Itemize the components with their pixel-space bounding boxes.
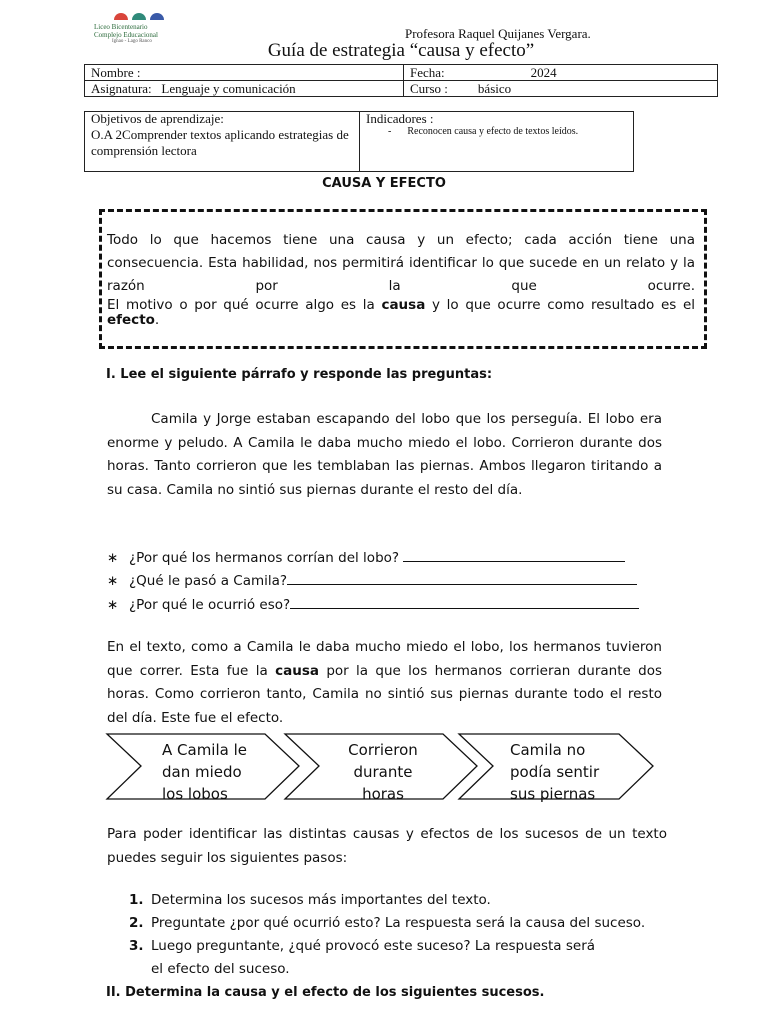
chevron-1-line3: los lobos — [162, 785, 228, 803]
logo-icons — [114, 13, 184, 23]
def-text-b: y lo que ocurre como resultado es el — [425, 297, 696, 313]
step-3-text: Luego preguntante, ¿qué provocó este suceso? La respuesta será — [151, 938, 596, 954]
objectives-label: Objetivos de aprendizaje: — [91, 111, 224, 126]
step-2 — [129, 915, 645, 931]
fecha-cell[interactable] — [404, 65, 718, 81]
story-paragraph — [107, 408, 662, 502]
expl-text-b: por la que los hermanos corrieran durante dos horas. Como corrieron tanto, Camila no sintió sus piernas durante todo el resto del día. Este fue el efecto. — [107, 662, 663, 726]
step-1-number: 1. — [129, 892, 144, 908]
cause-effect-flow — [105, 732, 665, 802]
def-efecto: efecto — [107, 312, 155, 328]
objectives-divider — [359, 111, 360, 171]
answer-3-line[interactable] — [290, 596, 639, 609]
objectives-text: O.A 2Comprender textos aplicando estrategias de comprensión lectora — [91, 127, 349, 158]
page-title — [0, 40, 768, 62]
chevron-3-line1: Camila no — [510, 741, 586, 759]
steps-intro: Para poder identificar las distintas causas y efectos de los sucesos de un texto puedes seguir los siguientes pasos: — [107, 826, 667, 866]
chevron-1-line2: dan miedo — [162, 763, 242, 781]
table-row — [85, 81, 718, 97]
question-2-text: ¿Qué le pasó a Camila? — [129, 573, 288, 589]
expl-text-a: En el texto, como a Camila le daba mucho miedo el lobo, los hermanos tuvieron que correr. Esta fue la — [107, 639, 662, 679]
nombre-cell[interactable] — [85, 65, 404, 81]
chevron-2-text — [325, 739, 441, 805]
chevron-1-text — [162, 739, 272, 805]
part2-heading: II. Determina la causa y el efecto de los siguientes sucesos. — [106, 985, 545, 1000]
curso-cell[interactable] — [404, 81, 718, 97]
logo-text-line2: Complejo Educacional — [94, 31, 158, 39]
logo-text-line3: Ignao - Lago Ranco — [112, 39, 152, 44]
definition-paragraph-2 — [107, 298, 695, 328]
question-1 — [107, 549, 625, 566]
definition-paragraph-1: Todo lo que hacemos tiene una causa y un efecto; cada acción tiene una consecuencia. Esta habilidad, nos permitirá identificar lo que sucede en un relato y la razón por la que ocurre. — [107, 232, 695, 294]
curso-label: Curso : — [410, 81, 448, 96]
step-1 — [129, 892, 491, 908]
logo-shape-teal — [132, 13, 146, 20]
part1-heading: I. Lee el siguiente párrafo y responde las preguntas: — [106, 367, 493, 382]
chevron-3-line3: sus piernas — [510, 785, 596, 803]
story-text: Camila y Jorge estaban escapando del lobo que los perseguía. El lobo era enorme y peludo. A Camila le daba mucho miedo el lobo. Corrieron durante dos horas. Tanto corrieron que les temblaban las piernas. Ambos llegaron tiritando a su casa. Camila no sintió sus piernas durante el resto del día. — [107, 411, 662, 498]
answer-2-line[interactable] — [287, 572, 637, 585]
chevron-1-line1: A Camila le — [162, 741, 247, 759]
curso-value: básico — [477, 81, 512, 96]
question-3 — [107, 596, 639, 613]
teacher-name: Profesora Raquel Quijanes Vergara. — [405, 26, 591, 41]
page-title-text: Guía de estrategia “causa y efecto” — [267, 40, 535, 61]
step-1-text: Determina los sucesos más importantes del texto. — [151, 892, 491, 908]
chevron-3-text — [510, 739, 630, 805]
logo-shape-blue — [150, 13, 164, 20]
asignatura-label: Asignatura: — [91, 81, 152, 96]
bullet-star-icon: ∗ — [107, 550, 119, 566]
nombre-label: Nombre : — [91, 65, 141, 80]
step-3-continuation: el efecto del suceso. — [151, 961, 290, 977]
chevron-3-line2: podía sentir — [510, 763, 600, 781]
bullet-star-icon: ∗ — [107, 573, 119, 589]
logo-shape-red — [114, 13, 128, 20]
def-text-a: El motivo o por qué ocurre algo es la — [107, 297, 382, 313]
chevron-2-line2: durante — [353, 763, 413, 781]
bullet-star-icon: ∗ — [107, 597, 119, 613]
step-3-number: 3. — [129, 938, 144, 954]
section-title: CAUSA Y EFECTO — [322, 176, 446, 191]
indicator-text: Reconocen causa y efecto de textos leídos. — [407, 126, 579, 137]
indicator-item — [388, 126, 578, 137]
fecha-label: Fecha: — [410, 65, 445, 80]
chevron-2-line1: Corrieron — [348, 741, 418, 759]
expl-causa: causa — [275, 662, 319, 679]
step-3 — [129, 938, 595, 954]
table-row — [85, 65, 718, 81]
def-text-c: . — [154, 312, 160, 328]
question-1-text: ¿Por qué los hermanos corrían del lobo? — [129, 550, 400, 566]
fecha-value: 2024 — [530, 65, 557, 80]
question-3-text: ¿Por qué le ocurrió eso? — [129, 597, 291, 613]
step-2-number: 2. — [129, 915, 144, 931]
answer-1-line[interactable] — [403, 549, 625, 562]
question-2 — [107, 572, 637, 589]
asignatura-cell — [85, 81, 404, 97]
step-2-text: Preguntate ¿por qué ocurrió esto? La respuesta será la causa del suceso. — [151, 915, 646, 931]
asignatura-value: Lenguaje y comunicación — [161, 81, 296, 96]
def-causa: causa — [381, 297, 426, 313]
objectives-left — [91, 111, 353, 159]
indicators-label: Indicadores : — [366, 111, 434, 126]
indicator-dash: - — [388, 126, 392, 137]
student-info-table — [84, 64, 718, 97]
chevron-2-line3: horas — [362, 785, 404, 803]
explanation-paragraph — [107, 636, 662, 730]
logo-text-line1: Liceo Bicentenario — [94, 23, 148, 31]
